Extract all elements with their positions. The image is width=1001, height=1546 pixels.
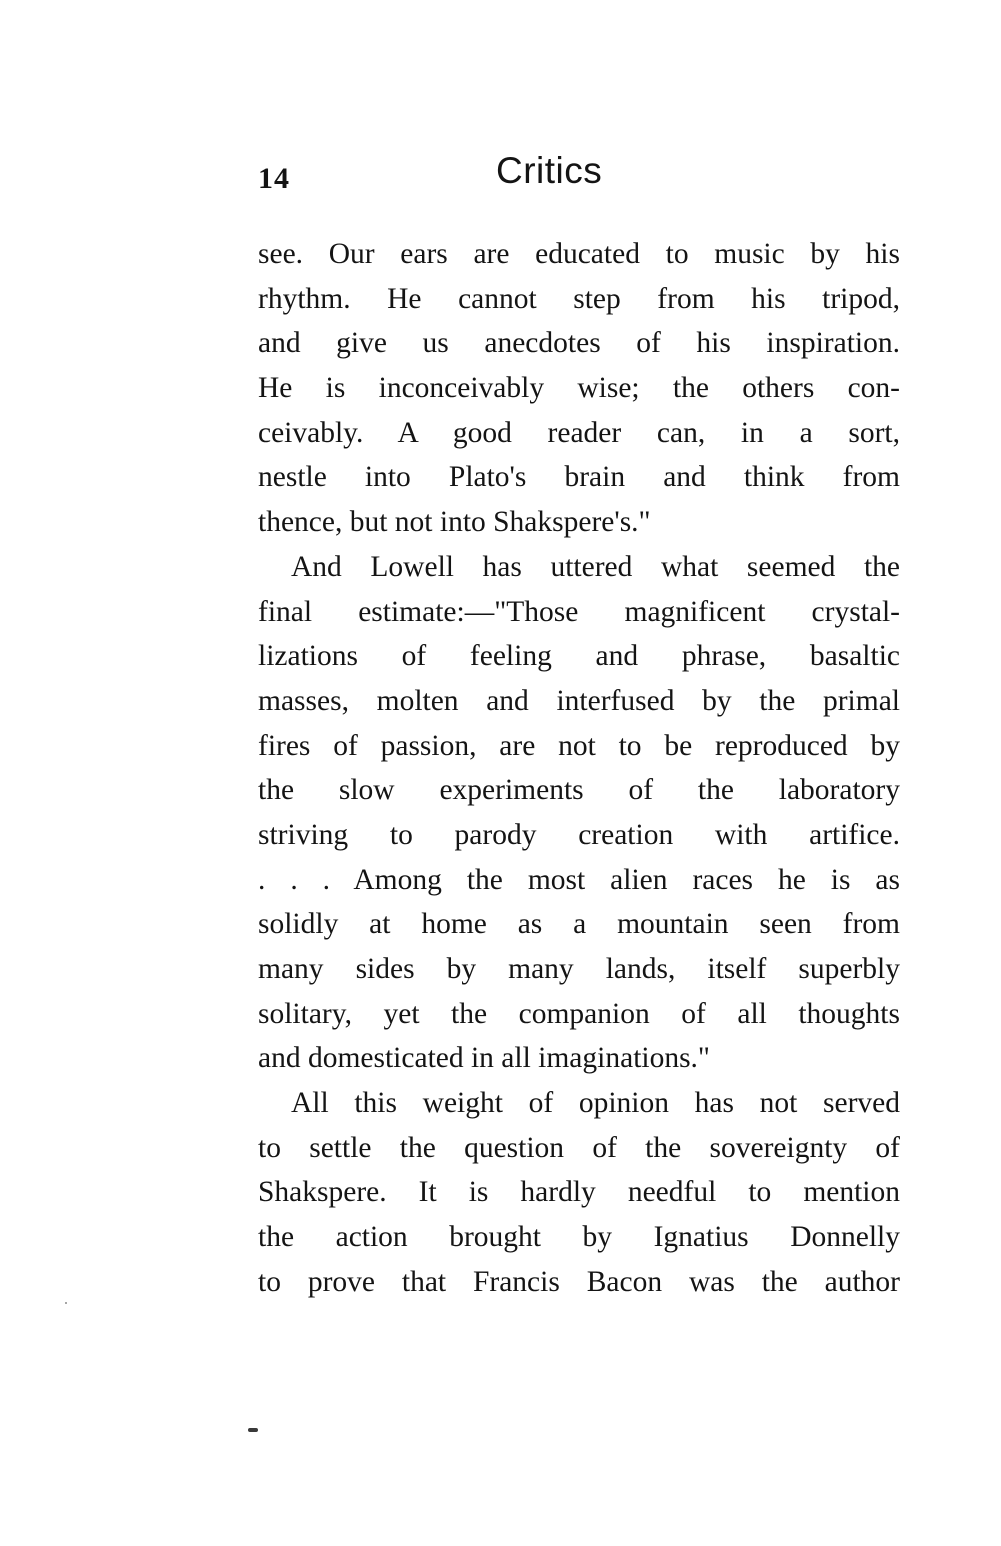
text-line: . . . Among the most alien races he is as bbox=[258, 863, 900, 896]
text-line: rhythm. He cannot step from his tripod, bbox=[258, 282, 900, 315]
body-text bbox=[258, 232, 900, 1305]
text-line: see. Our ears are educated to music by his bbox=[258, 238, 900, 270]
text-line: masses, molten and interfused by the primal bbox=[258, 684, 900, 717]
text-line: thence, but not into Shakspere's." bbox=[258, 506, 651, 539]
paragraph-3 bbox=[258, 1081, 900, 1304]
scan-mark bbox=[248, 1428, 258, 1432]
text-line: striving to parody creation with artifice. bbox=[258, 818, 900, 851]
text-line: and give us anecdotes of his inspiration. bbox=[258, 327, 900, 360]
text-line: the slow experiments of the laboratory bbox=[258, 774, 900, 807]
text-line: and domesticated in all imaginations." bbox=[258, 1042, 710, 1075]
text-line: solitary, yet the companion of all thoughts bbox=[258, 997, 900, 1030]
running-head bbox=[258, 150, 900, 210]
text-line: to settle the question of the sovereignty of bbox=[258, 1131, 900, 1164]
text-line: nestle into Plato's brain and think from bbox=[258, 461, 900, 494]
text-line: the action brought by Ignatius Donnelly bbox=[258, 1221, 900, 1254]
text-line: ceivably. A good reader can, in a sort, bbox=[258, 416, 900, 449]
text-line: lizations of feeling and phrase, basaltic bbox=[258, 640, 900, 673]
text-line: All this weight of opinion has not served bbox=[291, 1087, 900, 1120]
text-line: to prove that Francis Bacon was the author bbox=[258, 1265, 900, 1298]
running-title: Critics bbox=[496, 150, 603, 191]
text-line: fires of passion, are not to be reproduced by bbox=[258, 729, 900, 762]
text-line: solidly at home as a mountain seen from bbox=[258, 908, 900, 941]
paragraph-2 bbox=[258, 545, 900, 1081]
text-line: final estimate:—"Those magnificent crystal- bbox=[258, 595, 900, 628]
text-line: many sides by many lands, itself superbly bbox=[258, 953, 900, 985]
paragraph-1 bbox=[258, 232, 900, 545]
text-line: And Lowell has uttered what seemed the bbox=[291, 550, 900, 583]
text-line: Shakspere. It is hardly needful to mention bbox=[258, 1176, 900, 1209]
scan-speck bbox=[65, 1302, 67, 1304]
text-line: He is inconceivably wise; the others con- bbox=[258, 372, 900, 405]
page-number: 14 bbox=[258, 162, 290, 195]
